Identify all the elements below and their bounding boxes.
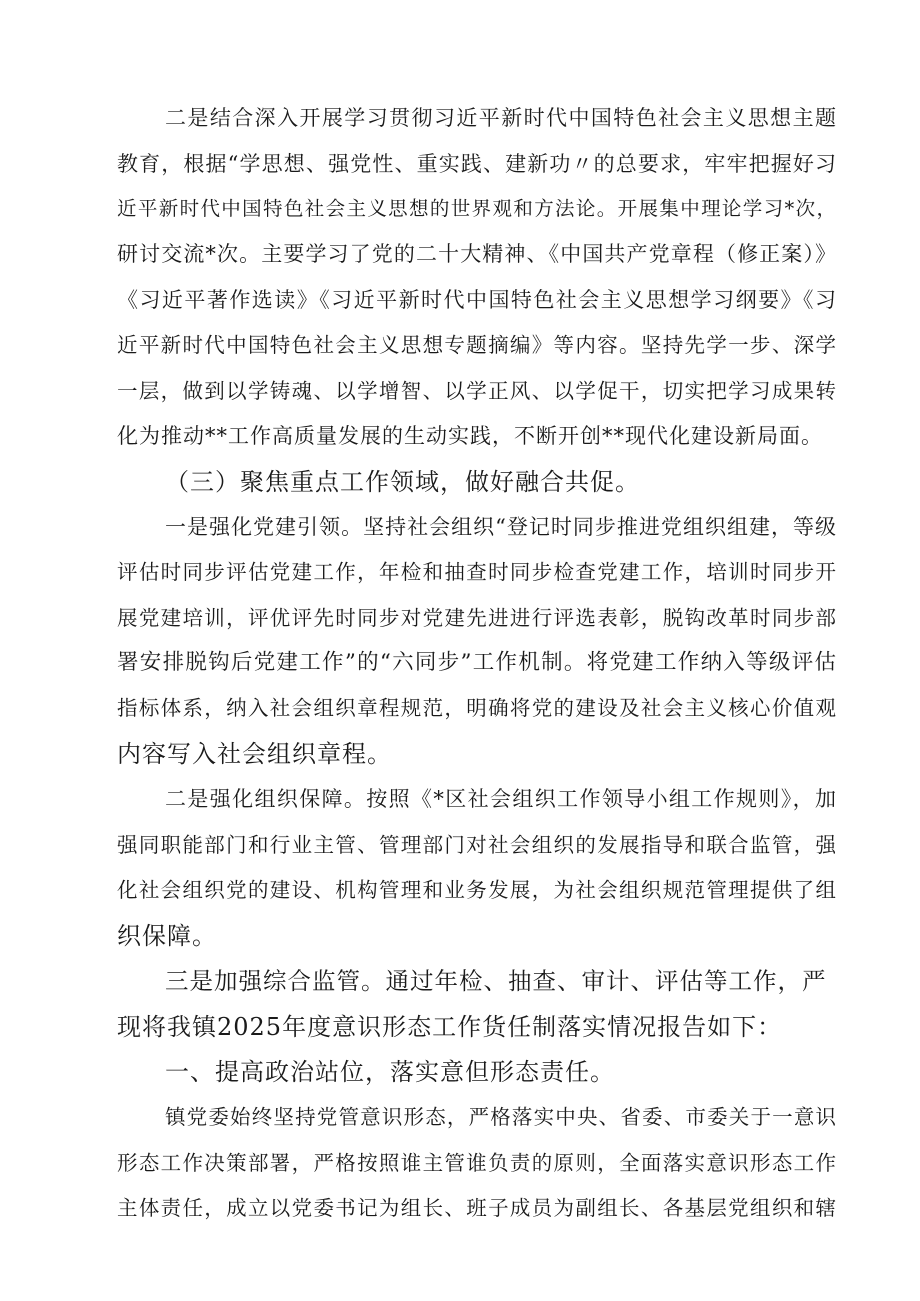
paragraph-line: 近平新时代中国特色社会主义思想专题摘编》等内容。坚持先学一步、深学 bbox=[117, 333, 837, 357]
paragraph-line: 二是结合深入开展学习贯彻习近平新时代中国特色社会主义思想主题 bbox=[165, 106, 837, 130]
paragraph-line: 署安排脱钩后党建工作”的“六同步”工作机制。将党建工作纳入等级评估 bbox=[117, 650, 837, 675]
paragraph-line: 指标体系，纳入社会组织章程规范，明确将党的建设及社会主义核心价值观 bbox=[117, 696, 837, 720]
paragraph-line: 《习近平著作选读》《习近平新时代中国特色社会主义思想学习纲要》《习 bbox=[117, 288, 837, 312]
paragraph-line: 研讨交流*次。主要学习了党的二十大精神、《中国共产党章程（修正案）》 bbox=[117, 242, 837, 266]
paragraph-line: 评估时同步评估党建工作，年检和抽查时同步检查党建工作，培训时同步开 bbox=[117, 560, 837, 584]
paragraph-line: 主体责任，成立以党委书记为组长、班子成员为副组长、各基层党组织和辖 bbox=[117, 1196, 837, 1220]
paragraph-line: 三是加强综合监管。通过年检、抽查、审计、评估等工作，严 bbox=[165, 967, 827, 995]
paragraph-line: 展党建培训，评优评先时同步对党建先进进行评选表彰，脱钩改革时同步部 bbox=[117, 606, 837, 630]
paragraph-line: 教育，根据“学思想、强党性、重实践、建新功〃的总要求，牢牢把握好习 bbox=[117, 152, 837, 176]
paragraph-line: 内容写入社会组织章程。 bbox=[117, 740, 392, 768]
paragraph-line: 化为推动**工作高质量发展的生动实践，不断开创**现代化建设新局面。 bbox=[117, 424, 823, 448]
paragraph-line: 形态工作决策部署，严格按照谁主管谁负责的原则，全面落实意识形态工作 bbox=[117, 1151, 837, 1175]
paragraph-line: 镇党委始终坚持党管意识形态，严格落实中央、省委、市委关于一意识 bbox=[165, 1105, 837, 1129]
paragraph-line: 一层，做到以学铸魂、以学增智、以学正风、以学促干，切实把学习成果转 bbox=[117, 379, 837, 403]
section-heading: 一、提高政治站位，落实意但形态责任。 bbox=[165, 1058, 615, 1086]
paragraph-line: 二是强化组织保障。按照《*区社会组织工作领导小组工作规则》，加 bbox=[165, 787, 837, 811]
paragraph-line: 现将我镇2025年度意识形态工作货任制落实情况报告如下： bbox=[117, 1013, 783, 1041]
paragraph-line: 一是强化党建引领。坚持社会组织“登记时同步推进党组织组建，等级 bbox=[165, 515, 837, 539]
paragraph-line: 强同职能部门和行业主管、管理部门对社会组织的发展指导和联合监管，强 bbox=[117, 833, 837, 857]
paragraph-line: 织保障。 bbox=[117, 922, 217, 950]
paragraph-line: 化社会组织党的建设、机构管理和业务发展，为社会组织规范管理提供了组 bbox=[117, 878, 837, 902]
section-heading: （三）聚焦重点工作领域，做好融合共促。 bbox=[165, 468, 640, 496]
paragraph-line: 近平新时代中国特色社会主义思想的世界观和方法论。开展集中理论学习*次， bbox=[117, 197, 837, 220]
